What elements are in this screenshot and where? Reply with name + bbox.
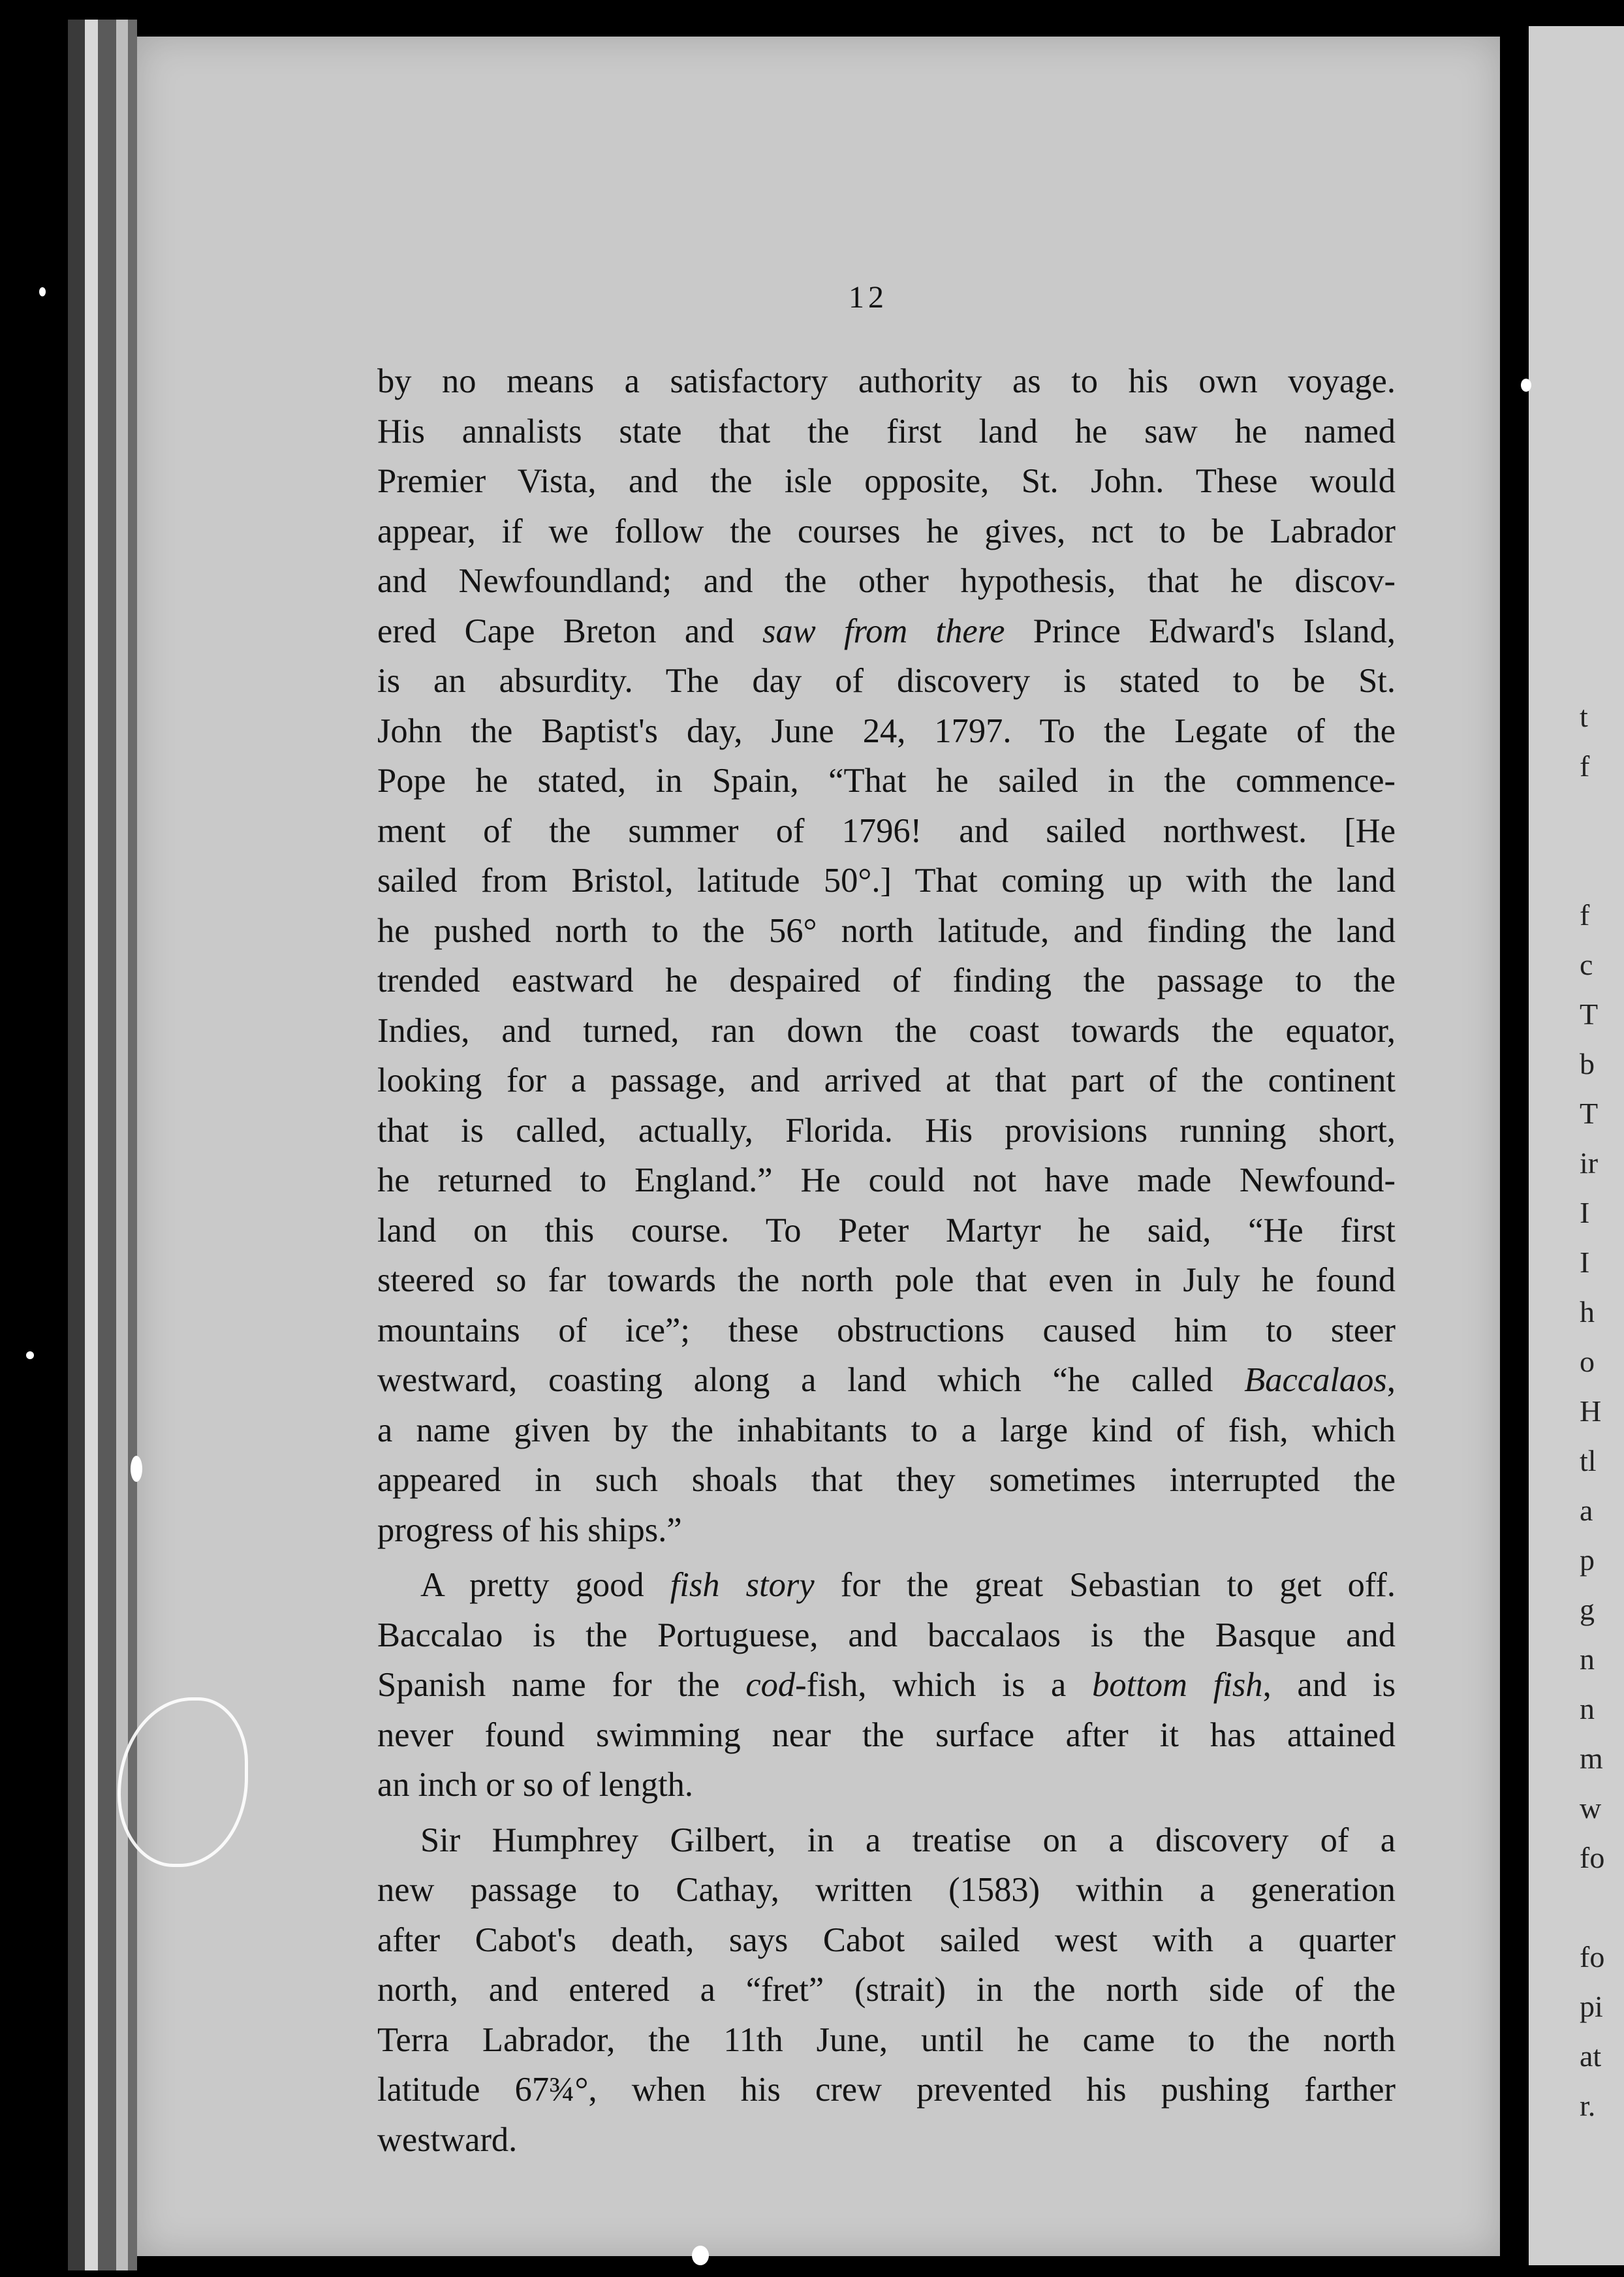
text-line: by no means a satisfactory authority as to his own voyage. [377,362,1396,400]
text-line: mountains of ice”; these obstructions caused him to steer [377,1311,1396,1349]
text-line: a name given by the inhabitants to a large kind of fish, which [377,1411,1396,1449]
facing-page-fragment: t [1580,700,1588,733]
scan-speck [39,287,46,296]
text-line: never found swimming near the surface after it has attained [377,1716,1396,1754]
text-line: A pretty good fish story for the great Sebastian to get off. [420,1566,1396,1604]
scan-speck [1521,379,1531,392]
text-line: that is called, actually, Florida. His provisions running short, [377,1111,1396,1150]
facing-page-fragment: m [1580,1742,1603,1775]
facing-page-fragment: o [1580,1345,1595,1378]
facing-page-fragment: h [1580,1295,1595,1328]
facing-page-fragment: n [1580,1642,1595,1676]
facing-page-fragment: T [1580,997,1599,1031]
text-line: looking for a passage, and arrived at that part of the continent [377,1061,1396,1099]
text-line: Premier Vista, and the isle opposite, St. John. These would [377,462,1396,500]
text-line: an inch or so of length. [377,1766,694,1804]
text-line: Spanish name for the cod-fish, which is a bottom fish, and is [377,1666,1396,1704]
facing-page-fragment: w [1580,1791,1602,1825]
facing-page-fragment [1580,1883,1624,1932]
page-binding-edge [98,20,116,2270]
text-line: westward, coasting along a land which “he called Baccalaos, [377,1361,1396,1399]
text-line: Sir Humphrey Gilbert, in a treatise on a discovery of a [420,1821,1396,1859]
text-line: John the Baptist's day, June 24, 1797. To the Legate of the [377,712,1396,750]
text-line: he returned to England.” He could not have made Newfound- [377,1161,1396,1199]
facing-page-fragment: at [1580,2039,1602,2073]
facing-page-fragment: fo [1580,1940,1605,1973]
facing-page-text-fragments [1580,692,1624,2131]
page-binding-edge [128,20,137,2270]
page-binding-edge [85,20,98,2270]
page-binding-edge [116,20,128,2270]
facing-page-fragment: I [1580,1196,1590,1229]
text-line: Pope he stated, in Spain, “That he sailed in the commence- [377,762,1396,800]
body-text [377,356,1396,2165]
text-line: is an absurdity. The day of discovery is stated to be St. [377,662,1396,700]
text-line: ered Cape Breton and saw from there Prince Edward's Island, [377,612,1396,650]
book-gutter [1500,0,1529,2277]
facing-page-fragment: a [1580,1494,1593,1527]
facing-page-fragment: H [1580,1394,1602,1428]
text-line: His annalists state that the first land he saw he named [377,412,1396,450]
facing-page-fragment [1580,791,1624,841]
text-line: new passage to Cathay, written (1583) within a generation [377,1871,1396,1909]
facing-page-fragment: tl [1580,1444,1597,1477]
scan-speck [692,2246,709,2265]
text-line: after Cabot's death, says Cabot sailed west with a quarter [377,1921,1396,1959]
text-line: land on this course. To Peter Martyr he said, “He first [377,1211,1396,1249]
facing-page-fragment: b [1580,1047,1595,1080]
text-line: westward. [377,2120,518,2159]
text-line: and Newfoundland; and the other hypothesis, that he discov- [377,562,1396,600]
facing-page-fragment: n [1580,1692,1595,1725]
facing-page-fragment: p [1580,1543,1595,1577]
scan-speck [26,1351,34,1359]
text-line: sailed from Bristol, latitude 50°.] That coming up with the land [377,862,1396,900]
facing-page-fragment: c [1580,948,1593,981]
text-line: progress of his ships.” [377,1511,682,1549]
facing-page-fragment: r. [1580,2089,1596,2122]
text-line: north, and entered a “fret” (strait) in the north side of the [377,1971,1396,2009]
text-line: Indies, and turned, ran down the coast towards the equator, [377,1011,1396,1050]
text-line: steered so far towards the north pole that even in July he found [377,1261,1396,1299]
text-line: appear, if we follow the courses he gives, nct to be Labrador [377,512,1396,550]
facing-page-fragment: f [1580,898,1590,932]
scan-speck [131,1456,142,1482]
facing-page-fragment [1580,841,1624,890]
text-line: appeared in such shoals that they sometimes interrupted the [377,1461,1396,1499]
facing-page-fragment: fo [1580,1841,1605,1874]
text-line: latitude 67¾°, when his crew prevented his pushing farther [377,2071,1396,2109]
facing-page-fragment: g [1580,1593,1595,1626]
facing-page-fragment: f [1580,749,1590,783]
text-line: Baccalao is the Portuguese, and baccalaos is the Basque and [377,1616,1396,1654]
facing-page-fragment: pi [1580,1990,1603,2023]
text-line: trended eastward he despaired of finding the passage to the [377,962,1396,999]
facing-page-fragment: I [1580,1246,1590,1279]
facing-page-fragment: T [1580,1097,1599,1130]
text-line: Terra Labrador, the 11th June, until he came to the north [377,2020,1396,2059]
text-line: ment of the summer of 1796! and sailed northwest. [He [377,811,1396,850]
page-number: 12 [849,280,888,315]
text-line: he pushed north to the 56° north latitude, and finding the land [377,911,1396,950]
page-binding-edge [68,20,85,2270]
facing-page-fragment: ir [1580,1146,1599,1180]
